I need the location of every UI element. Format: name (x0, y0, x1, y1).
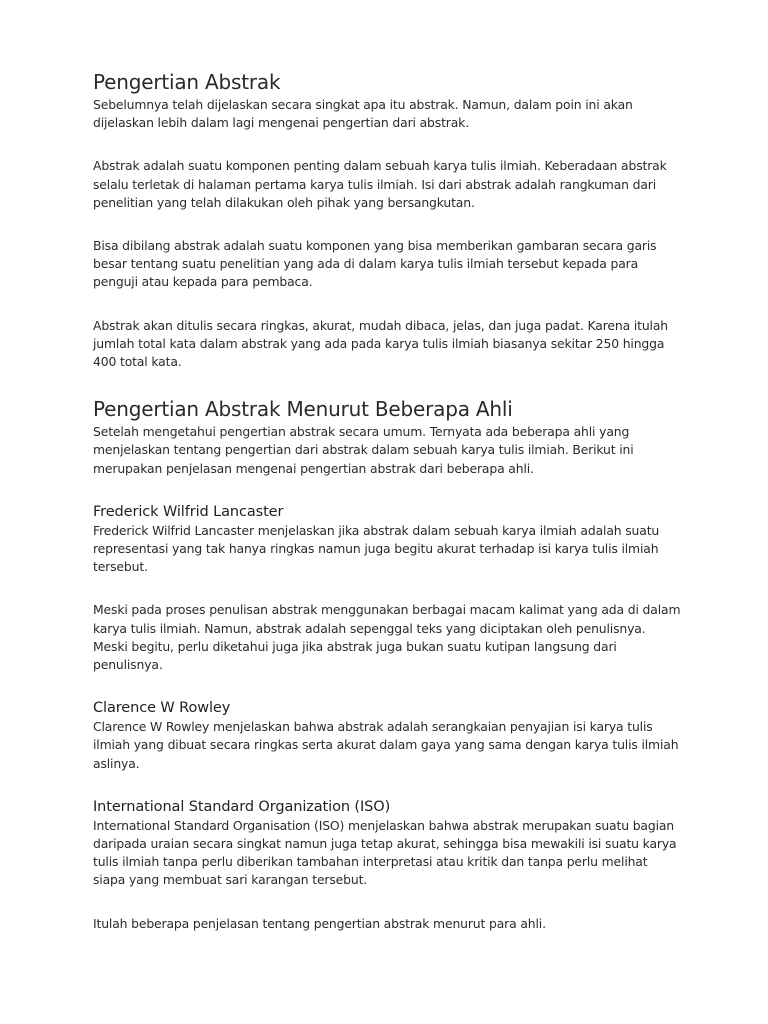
paragraph: Abstrak akan ditulis secara ringkas, akurat, mudah dibaca, jelas, dan juga padat. Karena itulah jumlah total kata dalam abstrak yang ada pada karya tulis ilmiah biasanya sekitar 250 hingga 400 total kata. (93, 317, 668, 370)
expert-heading: Clarence W Rowley (93, 700, 231, 717)
paragraph: International Standard Organisation (ISO) menjelaskan bahwa abstrak merupakan suatu bagian daripada uraian secara singkat namun juga tetap akurat, sehingga bisa mewakili isi suatu karya tulis ilmiah tanpa perlu diberikan tambahan interpretasi atau kritik dan tanpa perlu melihat siapa yang membuat sari karangan tersebut. (93, 817, 677, 888)
paragraph: Meski pada proses penulisan abstrak menggunakan berbagai macam kalimat yang ada di dalam karya tulis ilmiah. Namun, abstrak adalah sepenggal teks yang diciptakan oleh penulisnya. Meski begitu, perlu diketahui juga jika abstrak juga bukan suatu kutipan langsung dari penulisnya. (93, 602, 681, 673)
section-heading: Pengertian Abstrak Menurut Beberapa Ahli (93, 397, 513, 422)
paragraph: Frederick Wilfrid Lancaster menjelaskan jika abstrak dalam sebuah karya ilmiah adalah suatu representasi yang tak hanya ringkas namun juga begitu akurat terhadap isi karya tulis ilmiah tersebut. (93, 522, 660, 575)
paragraph: Bisa dibilang abstrak adalah suatu komponen yang bisa memberikan gambaran secara garis besar tentang suatu penelitian yang ada di dalam karya tulis ilmiah tersebut kepada para penguji atau kepada para pembaca. (93, 238, 657, 290)
section-heading: Pengertian Abstrak (93, 70, 281, 94)
paragraph: Abstrak adalah suatu komponen penting dalam sebuah karya tulis ilmiah. Keberadaan abstrak selalu terletak di halaman pertama karya tulis ilmiah. Isi dari abstrak adalah rangkuman dari penelitian yang telah dilakukan oleh pihak yang bersangkutan. (93, 158, 667, 210)
expert-heading: Frederick Wilfrid Lancaster (93, 503, 284, 520)
paragraph: Setelah mengetahui pengertian abstrak secara umum. Ternyata ada beberapa ahli yang menjelaskan tentang pengertian dari abstrak dalam sebuah karya tulis ilmiah. Berikut ini merupakan penjelasan mengenai pengertian abstrak dari beberapa ahli. (93, 424, 634, 476)
document-page (93, 68, 683, 933)
expert-heading: International Standard Organization (ISO) (93, 798, 391, 815)
paragraph: Itulah beberapa penjelasan tentang pengertian abstrak menurut para ahli. (93, 915, 546, 931)
paragraph: Sebelumnya telah dijelaskan secara singkat apa itu abstrak. Namun, dalam poin ini akan dijelaskan lebih dalam lagi mengenai pengertian dari abstrak. (93, 97, 633, 131)
paragraph: Clarence W Rowley menjelaskan bahwa abstrak adalah serangkaian penyajian isi karya tulis ilmiah yang dibuat secara ringkas serta akurat dalam gaya yang sama dengan karya tulis ilmiah aslinya. (93, 719, 679, 771)
